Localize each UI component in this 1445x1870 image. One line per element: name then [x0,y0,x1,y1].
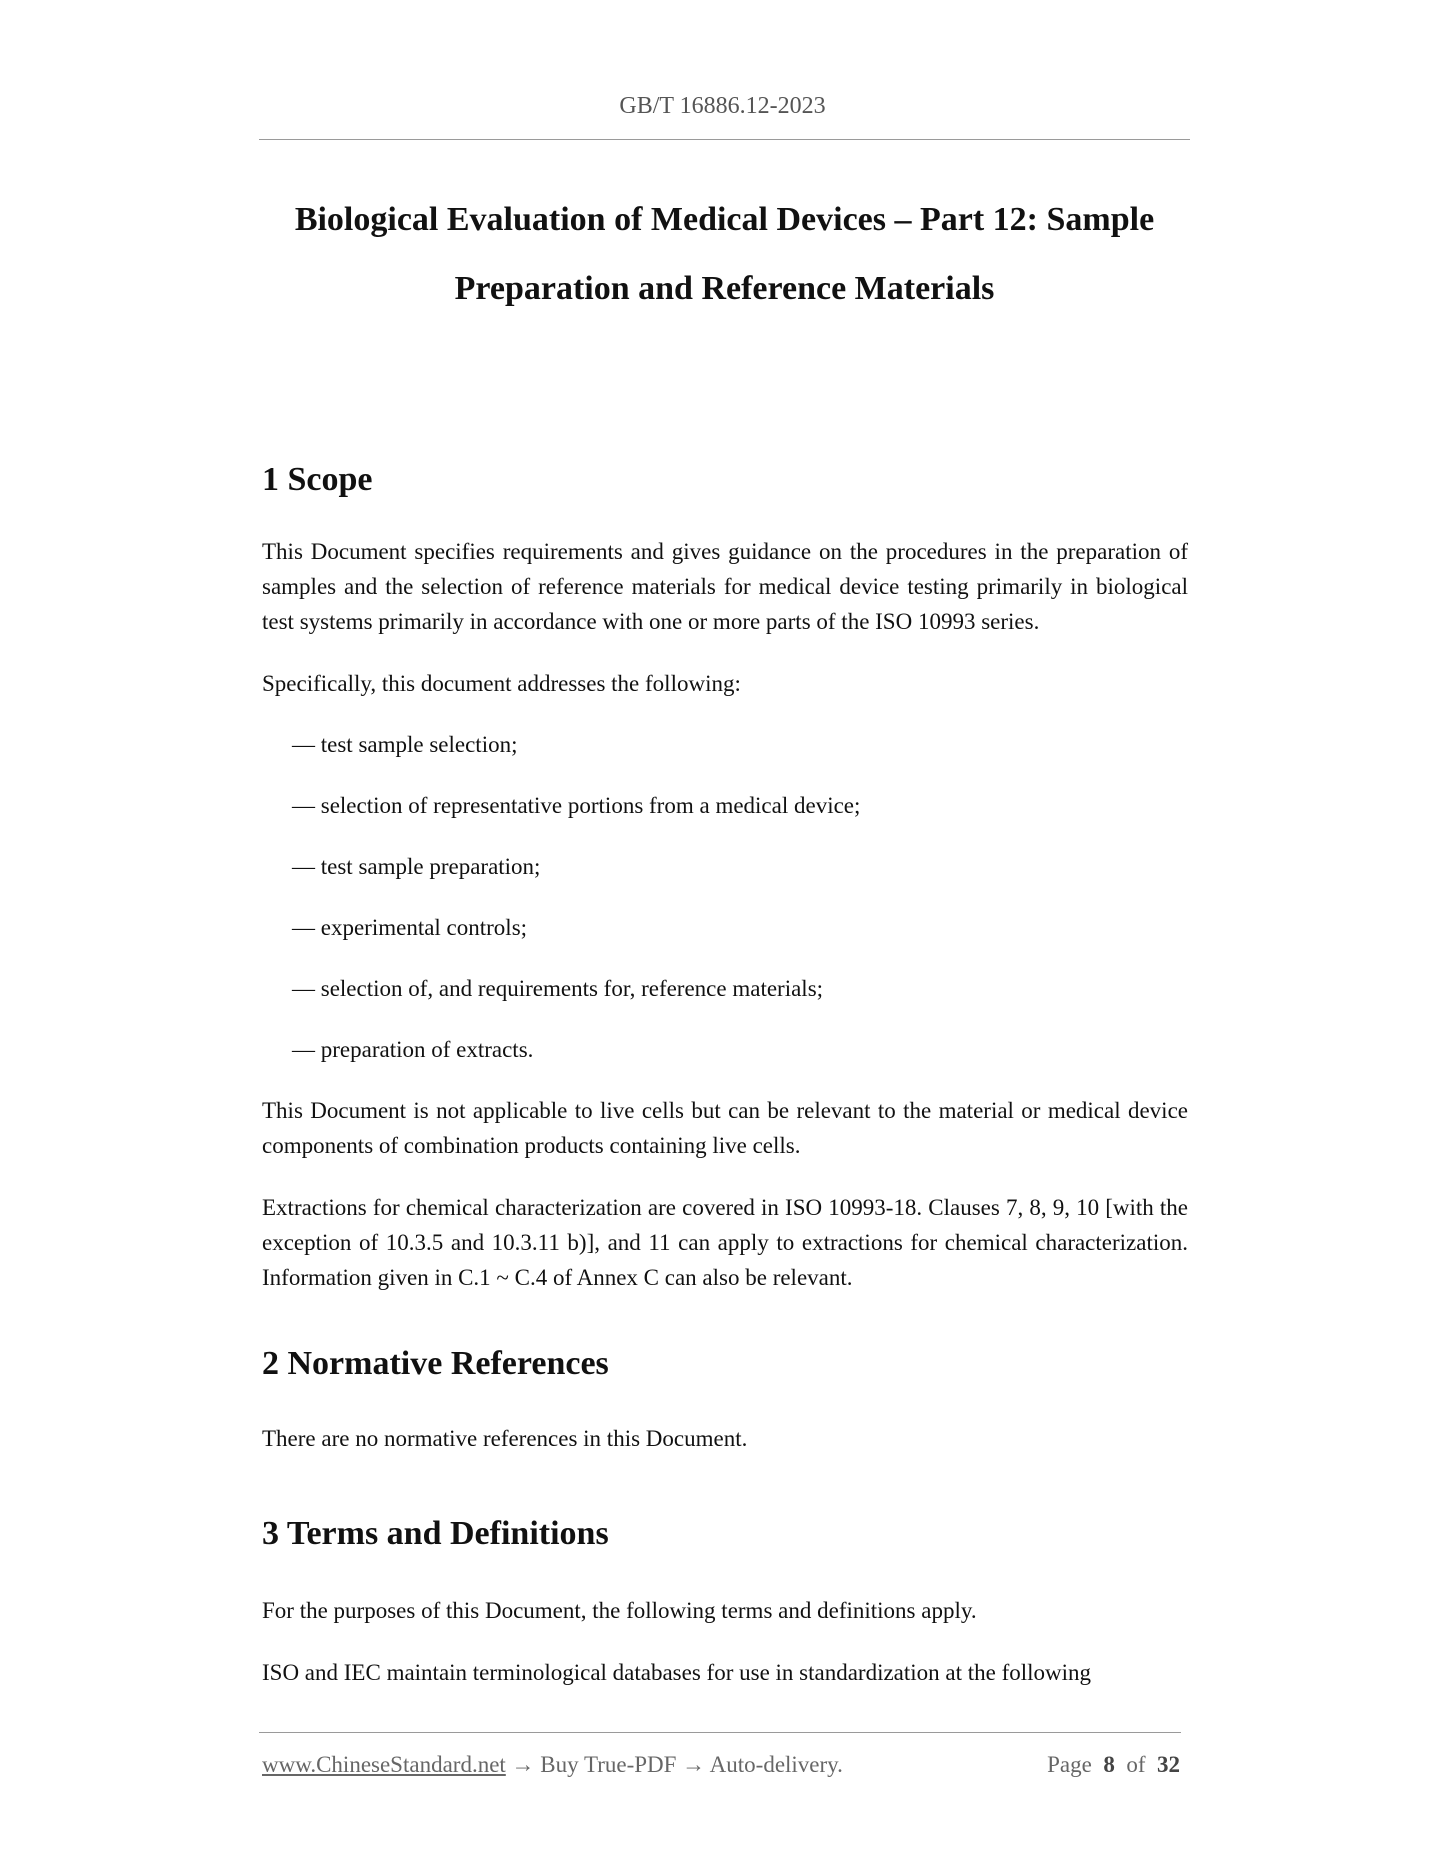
footer-promo-text: → Buy True-PDF → Auto-delivery. [505,1752,843,1777]
scope-paragraph-1: This Document specifies requirements and gives guidance on the procedures in the preparation of samples and the selection of reference materials for medical device testing primarily in biological test systems primarily in accordance with one or more parts of the ISO 10993 series. [262,539,1188,634]
section-heading-terms-definitions: 3 Terms and Definitions [262,1515,609,1552]
page-current: 8 [1103,1752,1115,1777]
document-title [259,185,1190,323]
terms-paragraph-1: For the purposes of this Document, the following terms and definitions apply. [262,1598,977,1623]
page-footer [262,1752,1180,1778]
of-word: of [1126,1752,1146,1777]
page-total: 32 [1157,1752,1180,1777]
list-item: — test sample selection; [292,732,518,757]
list-item: — experimental controls; [292,915,528,940]
normative-paragraph-1: There are no normative references in this Document. [262,1426,748,1451]
section-heading-scope: 1 Scope [262,461,373,498]
title-line-1: Biological Evaluation of Medical Devices – Part 12: Sample [294,201,1155,238]
list-item: — selection of, and requirements for, reference materials; [292,976,824,1001]
footer-promo [262,1752,843,1778]
page-indicator [1047,1752,1180,1778]
scope-list [262,727,1188,1067]
list-item: — test sample preparation; [292,854,541,879]
header-standard-code: GB/T 16886.12-2023 [619,93,826,119]
title-line-2: Preparation and Reference Materials [454,270,995,307]
list-item: — preparation of extracts. [292,1037,534,1062]
footer-divider [259,1732,1181,1733]
section-heading-normative-references: 2 Normative References [262,1345,609,1382]
header-divider [259,139,1190,140]
scope-paragraph-4: Extractions for chemical characterization are covered in ISO 10993-18. Clauses 7, 8, 9, 10 [with the exception of 10.3.5 and 10.3.11 b)], and 11 can apply to extractions for chemical characterization. Information given in C.1 ~ C.4 of Annex C can also be relevant. [262,1195,1188,1290]
site-link[interactable]: www.ChineseStandard.net [262,1752,506,1777]
scope-paragraph-2: Specifically, this document addresses the following: [262,671,741,696]
page-word: Page [1047,1752,1092,1777]
scope-paragraph-3: This Document is not applicable to live cells but can be relevant to the material or medical device components of combination products containing live cells. [262,1098,1188,1158]
document-body [262,455,1188,1690]
terms-paragraph-2: ISO and IEC maintain terminological databases for use in standardization at the following [262,1660,1092,1685]
list-item: — selection of representative portions from a medical device; [292,793,861,818]
